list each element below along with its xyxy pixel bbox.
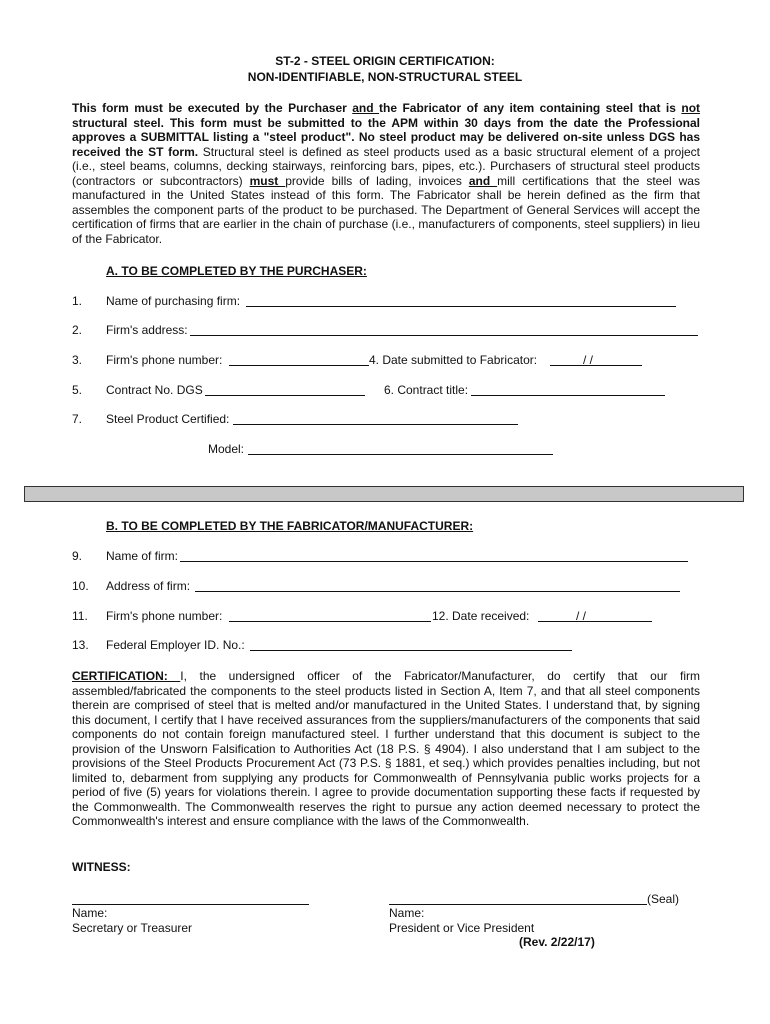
contract-no-label: Contract No. DGS [106, 383, 203, 397]
section-divider-bar [24, 486, 744, 502]
intro-text-3: mill certifications that the steel was manufactured in the United States instead of this form. The Fabricator shall be herein defined as the firm that assembles the component parts of the product to be purchased. The Department of General Services will accept the certification of firms that are earlier in the chain of purchase (i.e., manufacturers of components, steel suppliers) in lieu of the Fabricator. [72, 173, 700, 246]
section-a-heading: A. TO BE COMPLETED BY THE PURCHASER: [106, 264, 367, 278]
witness-signature-line[interactable] [72, 904, 309, 905]
field-13-number: 13. [72, 638, 89, 652]
contract-title-field[interactable] [471, 395, 665, 396]
intro-must: must [249, 173, 286, 188]
field-9-number: 9. [72, 549, 83, 563]
steel-product-label: Steel Product Certified: [106, 412, 230, 426]
purchasing-firm-field[interactable] [246, 306, 676, 307]
intro-bold-2: the Fabricator of any item containing steel that is [379, 101, 682, 115]
firm-address-field[interactable] [190, 335, 698, 336]
fabricator-address-field[interactable] [195, 591, 680, 592]
intro-bold-1: This form must be executed by the Purchaser [72, 101, 353, 115]
model-label: Model: [208, 442, 245, 456]
firm-address-label: Firm's address: [106, 323, 188, 337]
seal-label: (Seal) [647, 892, 680, 906]
contract-title-label: 6. Contract title: [384, 383, 469, 397]
officer-name-label: Name: [389, 906, 425, 920]
date-submitted-field[interactable] [550, 365, 642, 366]
date-submitted-label: 4. Date submitted to Fabricator: [369, 353, 538, 367]
intro-text-1: Structural steel is defined as steel products used as a basic structural element of a project (i.e., steel beams, columns, decking stairways, reinforcing bars, pipes, etc.). Purchasers of structural steel products (contractors or subcontractors) [72, 144, 701, 188]
field-1-number: 1. [72, 294, 83, 308]
purchasing-firm-label: Name of purchasing firm: [106, 294, 241, 308]
certification-text: I, the undersigned officer of the Fabricator/Manufacturer, do certify that our firm assembled/fabricated the components to the steel products listed in Section A, Item 7, and that all steel components therein are comprised of steel that is melted and/or manufactured in the United States. I understand that, by signing this document, I certify that I have received assurances from the suppliers/manufacturers of the components that said components do not contain foreign manufactured steel. I further understand that this document is subject to the provision of the Unsworn Falsification to Authorities Act (18 P.S. § 4904). I also understand that I am subject to the provisions of the Steel Products Procurement Act (73 P.S. § 1881, et seq.) which provides penalties including, but not limited to, debarment from supplying any products for Commonwealth of Pennsylvania public works projects for a period of five (5) years for violations therein. I agree to provide documentation supporting these facts if requested by the Commonwealth. The Commonwealth reserves the right to pursue any action deemed necessary to protect the Commonwealth's interest and ensure compliance with the laws of the Commonwealth. [72, 669, 700, 828]
intro-and-2: and [468, 173, 498, 188]
federal-id-label: Federal Employer ID. No.: [106, 638, 245, 652]
model-field[interactable] [248, 454, 553, 455]
federal-id-field[interactable] [250, 650, 572, 651]
field-7-number: 7. [72, 412, 83, 426]
intro-and: and [352, 101, 380, 115]
field-2-number: 2. [72, 323, 83, 337]
firm-phone-label: Firm's phone number: [106, 353, 223, 367]
form-subtitle: NON-IDENTIFIABLE, NON-STRUCTURAL STEEL [247, 70, 523, 84]
fabricator-name-label: Name of firm: [106, 549, 179, 563]
form-title: ST-2 - STEEL ORIGIN CERTIFICATION: [275, 54, 495, 68]
field-5-number: 5. [72, 383, 83, 397]
contract-no-field[interactable] [205, 395, 365, 396]
fabricator-phone-label: Firm's phone number: [106, 609, 223, 623]
date-received-slashes: / / [576, 609, 587, 623]
witness-label: WITNESS: [72, 860, 131, 874]
date-submitted-slashes: / / [583, 353, 594, 367]
field-10-number: 10. [72, 579, 89, 593]
field-11-number: 11. [72, 609, 88, 623]
intro-not: not [681, 101, 701, 115]
fabricator-phone-field[interactable] [229, 621, 431, 622]
intro-bold-3: structural steel. This form must be submitted to the APM within 30 days from the date the Professional approves a SUBMITTAL listing a "steel product". No steel product may be delivered on-site unless DGS has received the ST form. [72, 115, 700, 159]
steel-product-field[interactable] [233, 424, 518, 425]
date-received-label: 12. Date received: [432, 609, 530, 623]
intro-paragraph [72, 101, 700, 246]
witness-name-label: Name: [72, 906, 108, 920]
officer-signature-line[interactable] [389, 904, 647, 905]
firm-phone-field[interactable] [229, 365, 369, 366]
certification-heading: CERTIFICATION: [72, 669, 181, 683]
intro-text-2: provide bills of lading, invoices [285, 173, 469, 188]
field-3-number: 3. [72, 353, 83, 367]
section-b-heading: B. TO BE COMPLETED BY THE FABRICATOR/MANUFACTURER: [106, 519, 474, 533]
certification-paragraph [72, 669, 700, 829]
officer-role-label: President or Vice President [389, 921, 535, 935]
date-received-field[interactable] [538, 621, 652, 622]
witness-role-label: Secretary or Treasurer [72, 921, 193, 935]
fabricator-address-label: Address of firm: [106, 579, 191, 593]
fabricator-name-field[interactable] [180, 561, 688, 562]
revision-label: (Rev. 2/22/17) [519, 935, 595, 949]
